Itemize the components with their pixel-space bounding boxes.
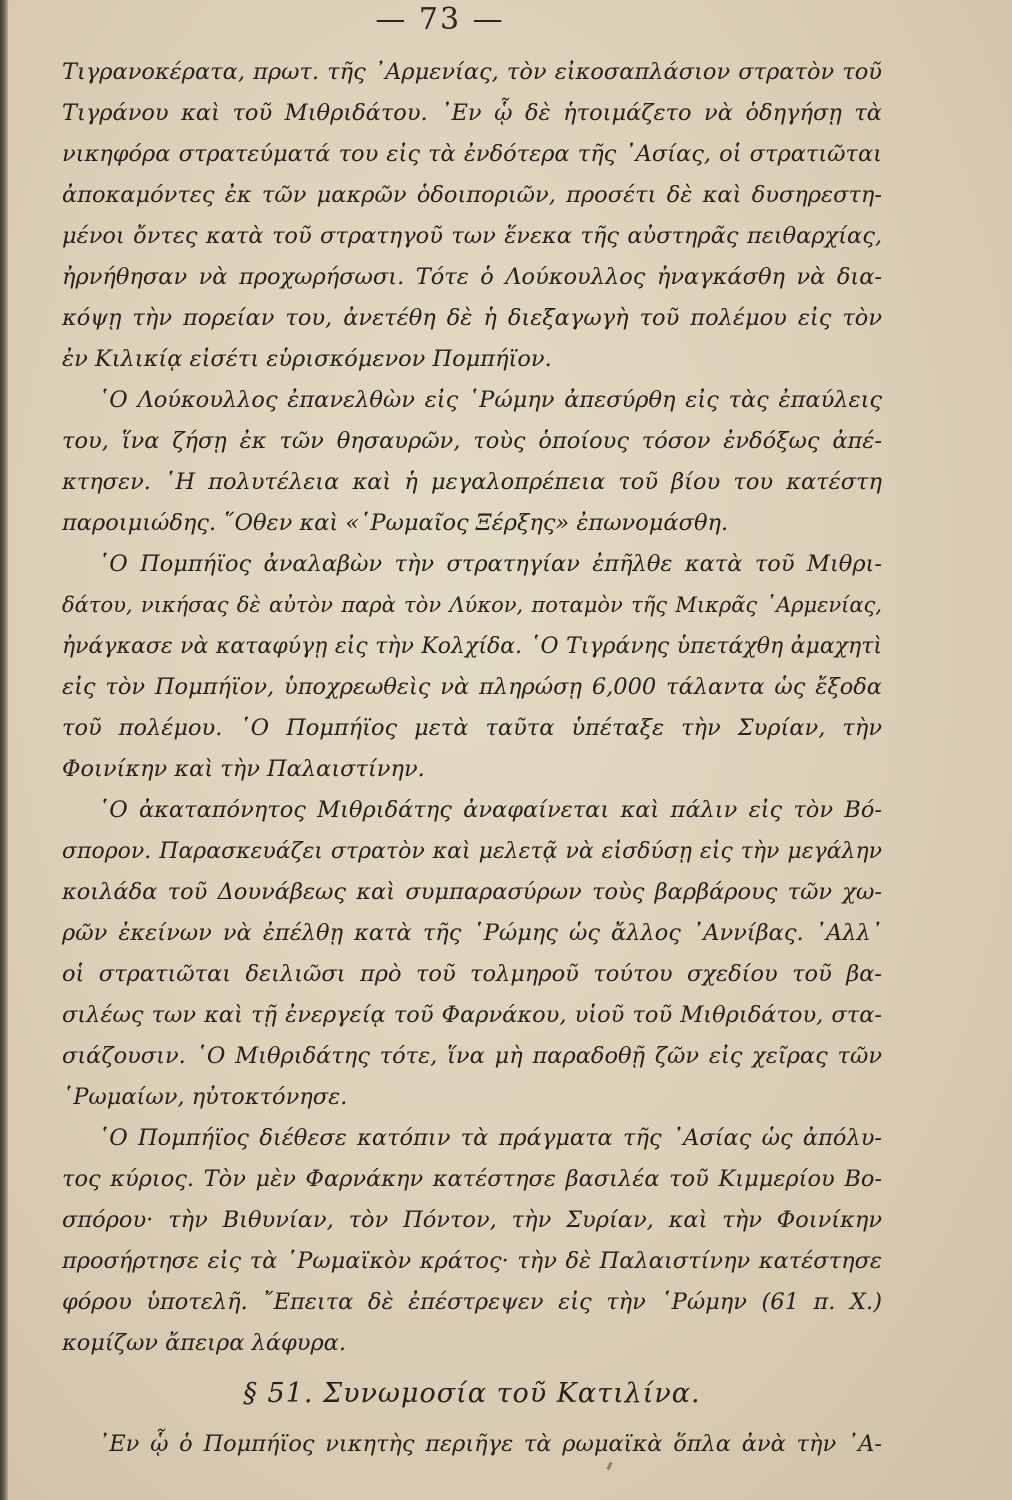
text-line: οἱ στρατιῶται δειλιῶσι πρὸ τοῦ τολμηροῦ τούτου σχεδίου τοῦ βα- [62, 961, 882, 987]
text-line: τοῦ πολέμου. ῾Ο Πομπήϊος μετὰ ταῦτα ὑπέταξε τὴν Συρίαν, τὴν [62, 715, 882, 741]
text-line: ῾Ο Λούκουλλος ἐπανελθὼν εἰς ῾Ρώμην ἀπεσύρθη εἰς τὰς ἐπαύλεις [98, 387, 882, 413]
paragraph-4 [62, 790, 882, 831]
paragraph-4-cont [62, 831, 882, 1118]
paragraph-3 [62, 544, 882, 585]
paragraph-2-cont [62, 421, 882, 544]
text-line: ᾿Εν ᾧ ὁ Πομπήϊος νικητὴς περιῆγε τὰ ρωμαϊκὰ ὅπλα ἀνὰ τὴν ᾿Α- [98, 1431, 882, 1457]
text-line: κομίζων ἄπειρα λάφυρα. [62, 1330, 347, 1356]
text-line: φόρου ὑποτελῆ. ῎Επειτα δὲ ἐπέστρεψεν εἰς τὴν ῾Ρώμην (61 π. Χ.) [62, 1289, 882, 1315]
paragraph-2 [62, 380, 882, 421]
text-line: νικηφόρα στρατεύματά του εἰς τὰ ἐνδότερα τῆς ᾿Ασίας, οἱ στρατιῶται [62, 141, 882, 167]
section-heading: § 51. Συνωμοσία τοῦ Κατιλίνα. [243, 1378, 701, 1409]
text-line: σιάζουσιν. ῾Ο Μιθριδάτης τότε, ἵνα μὴ παραδοθῇ ζῶν εἰς χεῖρας τῶν [62, 1043, 882, 1069]
text-line: παροιμιώδης. ῞Οθεν καὶ «῾Ρωμαῖος Ξέρξης» ἐπωνομάσθη. [62, 510, 729, 536]
text-line: κοιλάδα τοῦ Δουνάβεως καὶ συμπαρασύρων τοὺς βαρβάρους τῶν χω- [62, 879, 882, 905]
page-number: — 73 — [375, 2, 505, 37]
text-line: Τιγρανοκέρατα, πρωτ. τῆς ᾿Αρμενίας, τὸν εἰκοσαπλάσιον στρατὸν τοῦ [62, 59, 882, 85]
text-line: τος κύριος. Τὸν μὲν Φαρνάκην κατέστησε βασιλέα τοῦ Κιμμερίου Βο- [62, 1166, 882, 1192]
paragraph-6 [62, 1424, 882, 1465]
text-line: προσήρτησε εἰς τὰ ῾Ρωμαϊκὸν κράτος· τὴν δὲ Παλαιστίνην κατέστησε [62, 1248, 882, 1274]
text-line: σπόρου· τὴν Βιθυνίαν, τὸν Πόντον, τὴν Συρίαν, καὶ τὴν Φοινίκην [62, 1207, 882, 1233]
text-line: ἠρνήθησαν νὰ προχωρήσωσι. Τότε ὁ Λούκουλλος ἠναγκάσθη νὰ δια- [62, 264, 882, 290]
body-text [62, 52, 882, 1465]
text-line: Φοινίκην καὶ τὴν Παλαιστίνην. [62, 756, 425, 782]
text-line: ἐν Κιλικίᾳ εἰσέτι εὑρισκόμενον Πομπήϊον. [62, 346, 552, 372]
paragraph-1 [62, 52, 882, 380]
paragraph-5 [62, 1118, 882, 1159]
paragraph-3-cont [62, 585, 882, 790]
page-binding-edge [0, 0, 8, 1500]
text-line: σπορον. Παρασκευάζει στρατὸν καὶ μελετᾷ νὰ εἰσδύσῃ εἰς τὴν μεγάλην [62, 839, 882, 864]
text-line: ῾Ο Πομπήϊος ἀναλαβὼν τὴν στρατηγίαν ἐπῆλθε κατὰ τοῦ Μιθρι- [98, 551, 882, 577]
text-line: ἀποκαμόντες ἐκ τῶν μακρῶν ὁδοιποριῶν, προσέτι δὲ καὶ δυσηρεστη- [62, 182, 882, 208]
text-line: ῾Ρωμαίων, ηὐτοκτόνησε. [62, 1084, 348, 1110]
text-line: σιλέως των καὶ τῇ ἐνεργείᾳ τοῦ Φαρνάκου, υἱοῦ τοῦ Μιθριδάτου, στα- [62, 1002, 882, 1028]
text-line: κόψῃ τὴν πορείαν του, ἀνετέθη δὲ ἡ διεξαγωγὴ τοῦ πολέμου εἰς τὸν [62, 305, 882, 331]
text-line: μένοι ὄντες κατὰ τοῦ στρατηγοῦ των ἕνεκα τῆς αὐστηρᾶς πειθαρχίας, [62, 223, 882, 249]
text-line: δάτου, νικήσας δὲ αὐτὸν παρὰ τὸν Λύκον, ποταμὸν τῆς Μικρᾶς ᾿Αρμενίας, [62, 593, 882, 617]
text-line: Τιγράνου καὶ τοῦ Μιθριδάτου. ᾿Εν ᾧ δὲ ἡτοιμάζετο νὰ ὁδηγήσῃ τὰ [62, 100, 882, 126]
text-line: εἰς τὸν Πομπήϊον, ὑποχρεωθεὶς νὰ πληρώσῃ 6,000 τάλαντα ὡς ἔξοδα [62, 674, 882, 700]
text-line: του, ἵνα ζήσῃ ἐκ τῶν θησαυρῶν, τοὺς ὁποίους τόσον ἐνδόξως ἀπέ- [62, 428, 882, 454]
text-line: κτησεν. ῾Η πολυτέλεια καὶ ἡ μεγαλοπρέπεια τοῦ βίου του κατέστη [62, 469, 882, 495]
text-line: ἠνάγκασε νὰ καταφύγῃ εἰς τὴν Κολχίδα. ῾Ο Τιγράνης ὑπετάχθη ἀμαχητὶ [62, 634, 882, 659]
text-line: ῾Ο ἀκαταπόνητος Μιθριδάτης ἀναφαίνεται καὶ πάλιν εἰς τὸν Βό- [98, 797, 882, 823]
text-line: ῾Ο Πομπήϊος διέθεσε κατόπιν τὰ πράγματα τῆς ᾿Ασίας ὡς ἀπόλυ- [98, 1125, 882, 1151]
text-line: ρῶν ἐκείνων νὰ ἐπέλθῃ κατὰ τῆς ῾Ρώμης ὡς ἄλλος ᾿Αννίβας. ᾿Αλλ᾿ [62, 920, 882, 946]
paragraph-5-cont [62, 1159, 882, 1364]
